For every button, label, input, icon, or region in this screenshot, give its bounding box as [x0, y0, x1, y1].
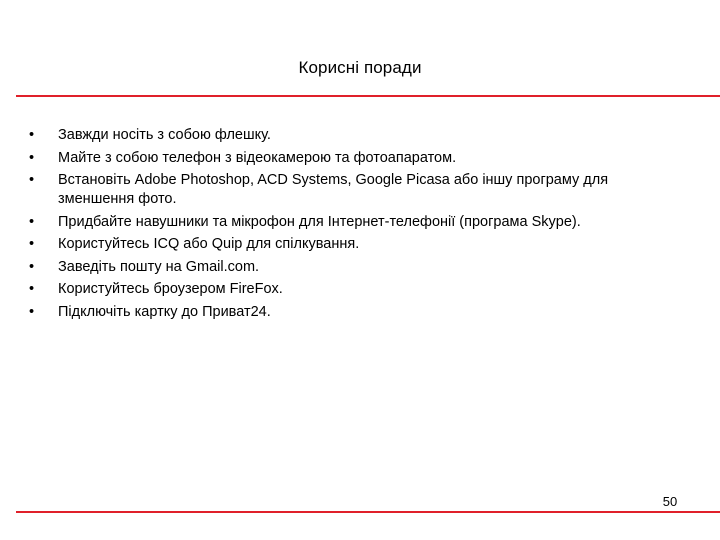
- list-item: [29, 258, 679, 277]
- list-item-text: Завжди носіть з собою флешку.: [58, 127, 271, 143]
- list-item: [29, 171, 679, 209]
- bullet-icon: •: [29, 172, 35, 188]
- top-divider: [16, 95, 720, 97]
- list-item: [29, 235, 679, 254]
- list-item: [29, 149, 679, 168]
- bullet-icon: •: [29, 236, 35, 252]
- tips-list: [29, 126, 679, 325]
- list-item-text: Користуйтесь броузером FireFox.: [58, 281, 283, 297]
- list-item-text: Придбайте навушники та мікрофон для Інтернет-телефонії (програма Skype).: [58, 213, 581, 230]
- list-item-text: Майте з собою телефон з відеокамерою та фотоапаратом.: [58, 149, 457, 166]
- list-item: [29, 303, 679, 322]
- bullet-icon: •: [29, 149, 35, 166]
- bottom-divider: [16, 511, 720, 513]
- slide-title: Корисні поради: [298, 58, 422, 77]
- list-item-text: Заведіть пошту на Gmail.com.: [58, 258, 260, 275]
- bullet-icon: •: [29, 213, 35, 230]
- list-item-text: Користуйтесь ICQ або Quip для спілкування.: [58, 236, 360, 252]
- list-item: [29, 213, 679, 232]
- bullet-icon: •: [29, 303, 35, 320]
- list-item: [29, 280, 679, 299]
- list-item-text: Підключіть картку до Приват24.: [58, 303, 271, 320]
- list-item-text: Встановіть Adobe Photoshop, ACD Systems, Google Picasa або іншу програму для зменшення фото.: [58, 172, 609, 207]
- bullet-icon: •: [29, 127, 35, 143]
- bullet-icon: •: [29, 281, 35, 297]
- bullet-icon: •: [29, 258, 35, 275]
- page-number: 50: [662, 494, 678, 509]
- list-item: [29, 126, 679, 145]
